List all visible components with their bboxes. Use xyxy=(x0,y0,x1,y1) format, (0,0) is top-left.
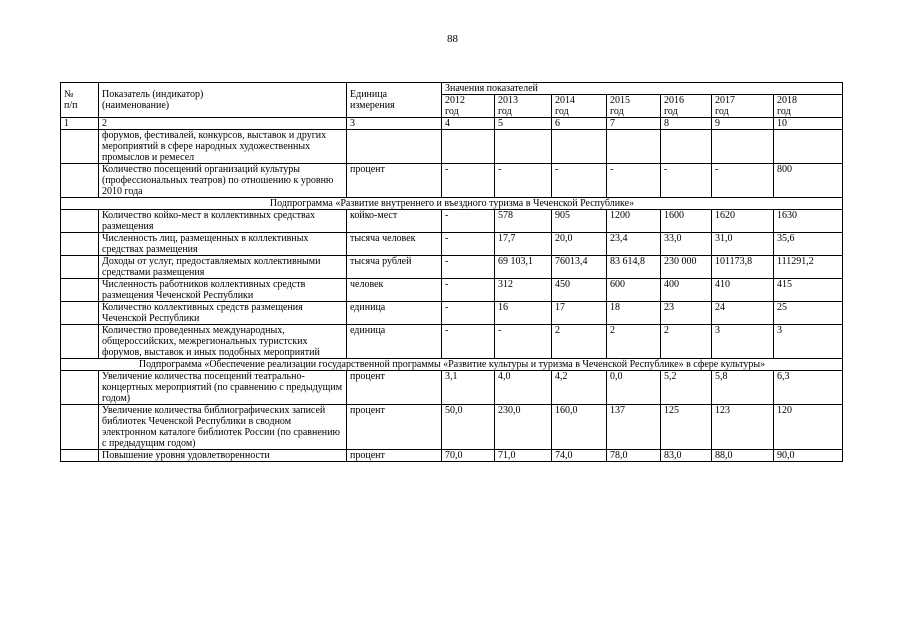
value-cell: 70,0 xyxy=(442,450,495,462)
value-cell: 101173,8 xyxy=(712,256,774,279)
value-cell: 3 xyxy=(712,325,774,359)
value-cell: 88,0 xyxy=(712,450,774,462)
value-cell: 25 xyxy=(774,302,843,325)
table-row xyxy=(61,233,843,256)
value-cell: 76013,4 xyxy=(552,256,607,279)
value-cell: 160,0 xyxy=(552,405,607,450)
subprogram-row xyxy=(61,359,843,371)
table-body xyxy=(61,130,843,462)
row-number xyxy=(61,279,99,302)
value-cell: 71,0 xyxy=(495,450,552,462)
value-cell: 18 xyxy=(607,302,661,325)
value-cell: 111291,2 xyxy=(774,256,843,279)
value-cell: 600 xyxy=(607,279,661,302)
unit-cell: человек xyxy=(347,279,442,302)
header-num: № п/п xyxy=(61,83,99,118)
value-cell xyxy=(607,130,661,164)
table-row xyxy=(61,405,843,450)
column-number: 9 xyxy=(712,118,774,130)
table-row xyxy=(61,302,843,325)
value-cell: 16 xyxy=(495,302,552,325)
unit-cell: процент xyxy=(347,405,442,450)
header-year: 2017 год xyxy=(712,95,774,118)
value-cell: 5,2 xyxy=(661,371,712,405)
indicator-name: Количество проведенных международных, общероссийских, межрегиональных туристских форумов, выставок и иных подобных мероприятий xyxy=(99,325,347,359)
value-cell: - xyxy=(495,164,552,198)
header-year: 2016 год xyxy=(661,95,712,118)
value-cell: 1630 xyxy=(774,210,843,233)
value-cell: 69 103,1 xyxy=(495,256,552,279)
indicator-name: Численность лиц, размещенных в коллективных средствах размещения xyxy=(99,233,347,256)
row-number xyxy=(61,233,99,256)
unit-cell xyxy=(347,130,442,164)
row-number xyxy=(61,450,99,462)
value-cell: 23,4 xyxy=(607,233,661,256)
value-cell: 3,1 xyxy=(442,371,495,405)
header-indicator: Показатель (индикатор) (наименование) xyxy=(99,83,347,118)
value-cell: 31,0 xyxy=(712,233,774,256)
table-row xyxy=(61,164,843,198)
value-cell: 50,0 xyxy=(442,405,495,450)
page-number: 88 xyxy=(447,33,458,45)
row-number xyxy=(61,210,99,233)
subprogram-title: Подпрограмма «Развитие внутреннего и въездного туризма в Чеченской Республике» xyxy=(61,198,843,210)
value-cell: - xyxy=(442,164,495,198)
value-cell: - xyxy=(442,302,495,325)
value-cell: 74,0 xyxy=(552,450,607,462)
value-cell: 20,0 xyxy=(552,233,607,256)
value-cell: 4,2 xyxy=(552,371,607,405)
value-cell: 83 614,8 xyxy=(607,256,661,279)
header-year: 2013 год xyxy=(495,95,552,118)
value-cell: 125 xyxy=(661,405,712,450)
value-cell xyxy=(661,130,712,164)
column-number: 2 xyxy=(99,118,347,130)
subprogram-title: Подпрограмма «Обеспечение реализации государственной программы «Развитие культуры и туризма в Чеченской Республике» в сфере культуры» xyxy=(61,359,843,371)
column-number: 8 xyxy=(661,118,712,130)
indicators-table xyxy=(60,82,843,462)
unit-cell: единица xyxy=(347,325,442,359)
value-cell: 17 xyxy=(552,302,607,325)
unit-cell: тысяча человек xyxy=(347,233,442,256)
table-row xyxy=(61,130,843,164)
indicator-name: Увеличение количества посещений театрально-концертных мероприятий (по сравнению с предыдущим годом) xyxy=(99,371,347,405)
column-number: 10 xyxy=(774,118,843,130)
value-cell: 578 xyxy=(495,210,552,233)
value-cell: 33,0 xyxy=(661,233,712,256)
header-year: 2012 год xyxy=(442,95,495,118)
row-number xyxy=(61,405,99,450)
value-cell: 312 xyxy=(495,279,552,302)
value-cell: 1620 xyxy=(712,210,774,233)
value-cell: - xyxy=(442,256,495,279)
value-cell: - xyxy=(442,325,495,359)
value-cell: 400 xyxy=(661,279,712,302)
value-cell: 6,3 xyxy=(774,371,843,405)
table-row xyxy=(61,371,843,405)
value-cell: 905 xyxy=(552,210,607,233)
column-numbers-row xyxy=(61,118,843,130)
row-number xyxy=(61,371,99,405)
value-cell: 24 xyxy=(712,302,774,325)
unit-cell: койко-мест xyxy=(347,210,442,233)
header-unit: Единица измерения xyxy=(347,83,442,118)
value-cell: 1600 xyxy=(661,210,712,233)
value-cell: 800 xyxy=(774,164,843,198)
header-row xyxy=(61,83,843,95)
header-values-group: Значения показателей xyxy=(442,83,843,95)
indicator-name: Численность работников коллективных средств размещения Чеченской Республики xyxy=(99,279,347,302)
row-number xyxy=(61,130,99,164)
unit-cell: процент xyxy=(347,450,442,462)
table-row xyxy=(61,450,843,462)
value-cell: - xyxy=(661,164,712,198)
table-row xyxy=(61,256,843,279)
unit-cell: единица xyxy=(347,302,442,325)
value-cell: 415 xyxy=(774,279,843,302)
value-cell: 3 xyxy=(774,325,843,359)
row-number xyxy=(61,302,99,325)
value-cell: - xyxy=(552,164,607,198)
value-cell: 1200 xyxy=(607,210,661,233)
value-cell: 0,0 xyxy=(607,371,661,405)
value-cell: 35,6 xyxy=(774,233,843,256)
value-cell: - xyxy=(495,325,552,359)
column-number: 5 xyxy=(495,118,552,130)
column-number: 6 xyxy=(552,118,607,130)
row-number xyxy=(61,325,99,359)
value-cell xyxy=(774,130,843,164)
value-cell: 2 xyxy=(661,325,712,359)
header-year: 2014 год xyxy=(552,95,607,118)
subprogram-row xyxy=(61,198,843,210)
table-row xyxy=(61,279,843,302)
row-number xyxy=(61,256,99,279)
value-cell: - xyxy=(442,279,495,302)
value-cell xyxy=(442,130,495,164)
column-number: 3 xyxy=(347,118,442,130)
header-year: 2015 год xyxy=(607,95,661,118)
value-cell xyxy=(552,130,607,164)
unit-cell: тысяча рублей xyxy=(347,256,442,279)
value-cell: 90,0 xyxy=(774,450,843,462)
header-year: 2018 год xyxy=(774,95,843,118)
value-cell: 230,0 xyxy=(495,405,552,450)
value-cell: 410 xyxy=(712,279,774,302)
indicator-name: Количество посещений организаций культуры (профессиональных театров) по отношению к уровню 2010 года xyxy=(99,164,347,198)
value-cell: 230 000 xyxy=(661,256,712,279)
value-cell xyxy=(712,130,774,164)
indicator-name: Количество коллективных средств размещения Чеченской Республики xyxy=(99,302,347,325)
value-cell: 17,7 xyxy=(495,233,552,256)
column-number: 4 xyxy=(442,118,495,130)
table-row xyxy=(61,210,843,233)
value-cell: - xyxy=(442,210,495,233)
indicator-name: форумов, фестивалей, конкурсов, выставок и других мероприятий в сфере народных художественных промыслов и ремесел xyxy=(99,130,347,164)
value-cell: 137 xyxy=(607,405,661,450)
value-cell: 2 xyxy=(552,325,607,359)
value-cell: 123 xyxy=(712,405,774,450)
unit-cell: процент xyxy=(347,371,442,405)
row-number xyxy=(61,164,99,198)
value-cell: 450 xyxy=(552,279,607,302)
table-row xyxy=(61,325,843,359)
value-cell xyxy=(495,130,552,164)
value-cell: 78,0 xyxy=(607,450,661,462)
unit-cell: процент xyxy=(347,164,442,198)
value-cell: - xyxy=(712,164,774,198)
indicator-name: Доходы от услуг, предоставляемых коллективными средствами размещения xyxy=(99,256,347,279)
value-cell: 23 xyxy=(661,302,712,325)
column-number: 7 xyxy=(607,118,661,130)
value-cell: 2 xyxy=(607,325,661,359)
value-cell: 4,0 xyxy=(495,371,552,405)
indicator-name: Увеличение количества библиографических записей библиотек Чеченской Республики в сводном электронном каталоге библиотек России (по сравнению с предыдущим годом) xyxy=(99,405,347,450)
value-cell: 83,0 xyxy=(661,450,712,462)
value-cell: 5,8 xyxy=(712,371,774,405)
indicator-name: Повышение уровня удовлетворенности xyxy=(99,450,347,462)
indicator-name: Количество койко-мест в коллективных средствах размещения xyxy=(99,210,347,233)
column-number: 1 xyxy=(61,118,99,130)
value-cell: - xyxy=(607,164,661,198)
value-cell: - xyxy=(442,233,495,256)
value-cell: 120 xyxy=(774,405,843,450)
